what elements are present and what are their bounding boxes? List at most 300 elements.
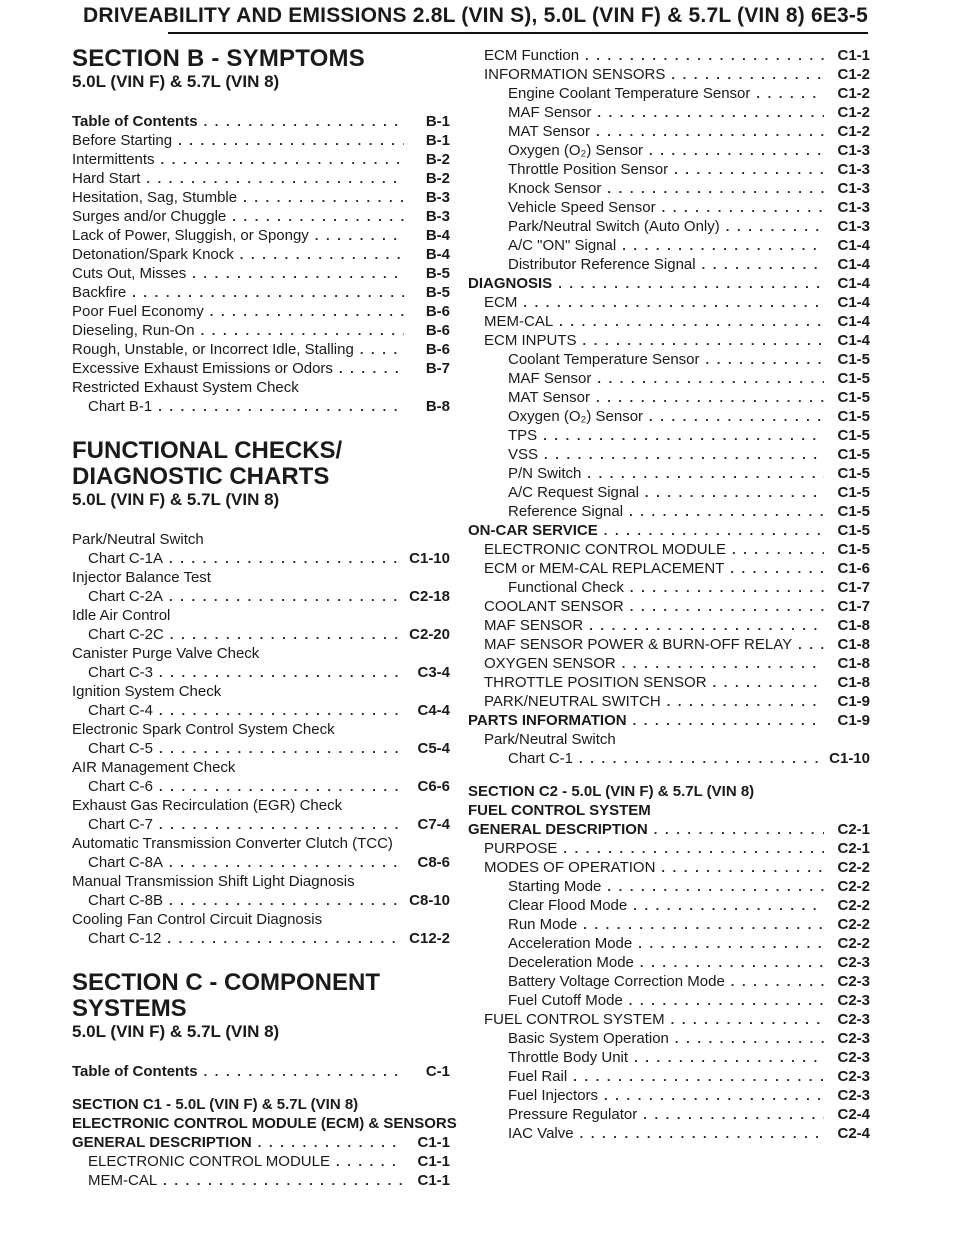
toc-entry[interactable] (468, 730, 870, 749)
dot-leader (523, 293, 824, 312)
toc-entry-page: B-3 (425, 189, 450, 206)
toc-entry[interactable] (468, 972, 870, 991)
toc-entry-page: C1-5 (837, 522, 870, 539)
section-c1-toc (72, 1133, 450, 1190)
toc-entry[interactable] (468, 1048, 870, 1067)
dot-leader (604, 1086, 824, 1105)
toc-entry-page: B-8 (425, 398, 450, 415)
toc-entry-page: C4-4 (417, 702, 450, 719)
toc-entry[interactable] (72, 245, 450, 264)
toc-entry[interactable] (468, 312, 870, 331)
toc-entry[interactable] (468, 673, 870, 692)
toc-entry-page: C1-10 (409, 550, 450, 567)
toc-entry-page: C-1 (425, 1063, 450, 1080)
toc-entry-text: Excessive Exhaust Emissions or Odors (72, 360, 333, 377)
dot-leader (169, 853, 404, 872)
toc-entry-page: C1-3 (837, 218, 870, 235)
dot-leader (169, 549, 403, 568)
toc-entry[interactable] (72, 340, 450, 359)
toc-entry[interactable] (468, 331, 870, 350)
dot-leader (315, 226, 404, 245)
toc-entry[interactable] (468, 255, 870, 274)
toc-entry-page: C2-3 (837, 1030, 870, 1047)
toc-entry-text: Starting Mode (508, 878, 602, 895)
toc-entry[interactable] (72, 359, 450, 378)
toc-entry[interactable] (468, 502, 870, 521)
toc-entry[interactable] (72, 112, 450, 131)
toc-entry-text: Chart C-2C (88, 626, 164, 643)
dot-leader (633, 711, 824, 730)
toc-entry-text: INFORMATION SENSORS (484, 66, 666, 83)
toc-entry[interactable] (72, 872, 450, 891)
toc-entry-text: MAF SENSOR (484, 617, 584, 634)
toc-entry-page: C2-2 (837, 935, 870, 952)
toc-entry[interactable] (72, 1062, 450, 1081)
toc-entry[interactable] (468, 559, 870, 578)
toc-entry-page: C3-4 (417, 664, 450, 681)
toc-entry-page: C2-3 (837, 1068, 870, 1085)
toc-entry-page: C1-4 (837, 275, 870, 292)
toc-entry-text: Park/Neutral Switch (72, 531, 204, 548)
toc-entry-text: Intermittents (72, 151, 155, 168)
toc-entry[interactable] (72, 796, 450, 815)
toc-entry-page: C1-5 (837, 408, 870, 425)
toc-entry-text: ON-CAR SERVICE (468, 522, 598, 539)
toc-entry[interactable] (72, 929, 450, 948)
toc-entry[interactable] (72, 815, 450, 834)
dot-leader (662, 198, 824, 217)
toc-entry-page: C1-2 (837, 85, 870, 102)
section-c2-heading: SECTION C2 - 5.0L (VIN F) & 5.7L (VIN 8) (468, 783, 755, 800)
toc-entry-page: C1-3 (837, 180, 870, 197)
toc-entry[interactable] (468, 122, 870, 141)
toc-entry-text: Engine Coolant Temperature Sensor (508, 85, 751, 102)
toc-entry[interactable] (468, 1086, 870, 1105)
toc-entry-text: Oxygen (O₂) Sensor (508, 142, 644, 159)
dot-leader (604, 521, 824, 540)
toc-entry-text: Cooling Fan Control Circuit Diagnosis (72, 911, 323, 928)
toc-entry-text: Distributor Reference Signal (508, 256, 696, 273)
toc-entry[interactable] (468, 597, 870, 616)
toc-entry[interactable] (468, 293, 870, 312)
toc-entry[interactable] (72, 283, 450, 302)
toc-entry-text: IAC Valve (508, 1125, 574, 1142)
left-column (72, 45, 457, 1190)
toc-entry-page: C1-9 (837, 693, 870, 710)
dot-leader (159, 777, 404, 796)
toc-entry-page: C1-5 (837, 465, 870, 482)
toc-entry-text: ECM Function (484, 47, 580, 64)
dot-leader (563, 839, 824, 858)
toc-entry-text: Chart C-2A (88, 588, 164, 605)
toc-entry[interactable] (72, 302, 450, 321)
dot-leader (573, 1067, 824, 1086)
toc-entry-text: Exhaust Gas Recirculation (EGR) Check (72, 797, 343, 814)
toc-entry-page: C1-8 (837, 674, 870, 691)
toc-entry-text: Lack of Power, Sluggish, or Spongy (72, 227, 309, 244)
section-b-subtitle: 5.0L (VIN F) & 5.7L (VIN 8) (72, 72, 280, 91)
toc-entry-text: Detonation/Spark Knock (72, 246, 234, 263)
toc-entry-text: Functional Check (508, 579, 624, 596)
toc-entry-text: MAF Sensor (508, 104, 592, 121)
section-c1-toc-continued (468, 46, 870, 768)
toc-entry[interactable] (468, 1124, 870, 1143)
toc-entry-page: B-4 (425, 227, 450, 244)
toc-entry[interactable] (72, 891, 450, 910)
toc-entry-text: Chart C-3 (88, 664, 154, 681)
dot-leader (232, 207, 404, 226)
toc-entry-page: B-6 (425, 341, 450, 358)
toc-entry-page: C1-5 (837, 389, 870, 406)
toc-entry-text: Fuel Rail (508, 1068, 568, 1085)
toc-entry[interactable] (468, 858, 870, 877)
toc-entry[interactable] (72, 853, 450, 872)
toc-entry-page: C1-5 (837, 446, 870, 463)
toc-entry-page: C2-3 (837, 973, 870, 990)
dot-leader (638, 934, 824, 953)
dot-leader (756, 84, 824, 103)
toc-entry-page: C2-3 (837, 1087, 870, 1104)
toc-entry-text: Automatic Transmission Converter Clutch (TCC) (72, 835, 393, 852)
toc-entry[interactable] (468, 635, 870, 654)
dot-leader (158, 397, 404, 416)
toc-entry-page: C2-18 (409, 588, 450, 605)
toc-entry-text: Backfire (72, 284, 127, 301)
toc-entry[interactable] (468, 103, 870, 122)
dot-leader (730, 559, 824, 578)
toc-entry-text: A/C Request Signal (508, 484, 639, 501)
toc-entry-page: C2-3 (837, 992, 870, 1009)
toc-entry-text: Rough, Unstable, or Incorrect Idle, Stalling (72, 341, 354, 358)
dot-leader (159, 701, 404, 720)
toc-entry-text: Reference Signal (508, 503, 624, 520)
toc-entry-page: C1-2 (837, 104, 870, 121)
toc-entry[interactable] (72, 739, 450, 758)
toc-entry-text: Hard Start (72, 170, 141, 187)
toc-entry-text: Chart C-5 (88, 740, 154, 757)
toc-entry-text: Oxygen (O₂) Sensor (508, 408, 644, 425)
toc-entry[interactable] (468, 141, 870, 160)
toc-entry[interactable] (72, 701, 450, 720)
toc-entry-page: B-2 (425, 151, 450, 168)
toc-entry[interactable] (72, 644, 450, 663)
toc-entry[interactable] (72, 834, 450, 853)
toc-entry[interactable] (468, 179, 870, 198)
toc-entry-page: C2-20 (409, 626, 450, 643)
dot-leader (649, 141, 824, 160)
dot-leader (169, 587, 403, 606)
toc-entry-page: C6-6 (417, 778, 450, 795)
toc-entry-page: B-5 (425, 284, 450, 301)
toc-entry[interactable] (468, 369, 870, 388)
toc-entry[interactable] (468, 991, 870, 1010)
toc-entry[interactable] (468, 692, 870, 711)
right-column (468, 46, 870, 1143)
toc-entry-page: C1-5 (837, 427, 870, 444)
toc-entry[interactable] (72, 682, 450, 701)
toc-entry[interactable] (468, 1067, 870, 1086)
toc-entry[interactable] (468, 1010, 870, 1029)
toc-entry[interactable] (468, 877, 870, 896)
toc-entry-text: Chart C-1A (88, 550, 164, 567)
toc-entry[interactable] (72, 549, 450, 568)
toc-entry-text: GENERAL DESCRIPTION (72, 1134, 252, 1151)
dot-leader (674, 160, 824, 179)
dot-leader (622, 654, 824, 673)
dot-leader (161, 150, 404, 169)
toc-entry-text: Manual Transmission Shift Light Diagnosis (72, 873, 355, 890)
toc-entry-text: Clear Flood Mode (508, 897, 628, 914)
section-b-toc (72, 112, 450, 416)
toc-entry-page: C1-8 (837, 617, 870, 634)
toc-entry-text: Idle Air Control (72, 607, 171, 624)
toc-entry-text: MAF Sensor (508, 370, 592, 387)
toc-entry-page: C1-3 (837, 161, 870, 178)
dot-leader (336, 1152, 404, 1171)
toc-entry-text: Electronic Spark Control System Check (72, 721, 335, 738)
dot-leader (163, 1171, 404, 1190)
dot-leader (170, 625, 403, 644)
dot-leader (583, 915, 824, 934)
dot-leader (258, 1133, 404, 1152)
toc-entry-text: TPS (508, 427, 538, 444)
toc-entry-text: Chart C-7 (88, 816, 154, 833)
toc-entry[interactable] (468, 934, 870, 953)
toc-entry[interactable] (72, 397, 450, 416)
dot-leader (667, 692, 824, 711)
toc-entry-page: C2-1 (837, 840, 870, 857)
toc-entry-page: C1-5 (837, 541, 870, 558)
toc-entry-page: C1-1 (417, 1153, 450, 1170)
toc-entry-page: C5-4 (417, 740, 450, 757)
dot-leader (201, 321, 404, 340)
dot-leader (726, 217, 824, 236)
dot-leader (633, 896, 824, 915)
dot-leader (706, 350, 825, 369)
toc-entry[interactable] (72, 131, 450, 150)
section-c-title: SECTION C - COMPONENT SYSTEMS (72, 969, 381, 1022)
dot-leader (204, 112, 404, 131)
toc-entry-page: C1-3 (837, 142, 870, 159)
toc-entry[interactable] (468, 483, 870, 502)
dot-leader (132, 283, 404, 302)
toc-entry-page: C8-6 (417, 854, 450, 871)
dot-leader (629, 991, 824, 1010)
toc-entry-text: ELECTRONIC CONTROL MODULE (88, 1153, 330, 1170)
toc-entry[interactable] (468, 820, 870, 839)
toc-entry[interactable] (468, 896, 870, 915)
toc-entry-page: B-1 (425, 132, 450, 149)
toc-entry-page: B-7 (425, 360, 450, 377)
toc-entry[interactable] (72, 1171, 450, 1190)
toc-entry-text: Chart C-6 (88, 778, 154, 795)
toc-entry-text: VSS (508, 446, 539, 463)
toc-entry-page: C1-8 (837, 636, 870, 653)
toc-entry-text: Fuel Injectors (508, 1087, 599, 1104)
toc-entry[interactable] (72, 150, 450, 169)
toc-entry[interactable] (468, 160, 870, 179)
dot-leader (583, 331, 824, 350)
toc-entry-text: ECM INPUTS (484, 332, 577, 349)
toc-entry-text: Throttle Body Unit (508, 1049, 629, 1066)
toc-entry-text: Table of Contents (72, 1063, 198, 1080)
diagnostic-charts-title: DIAGNOSTIC CHARTS (72, 463, 330, 490)
toc-entry[interactable] (468, 616, 870, 635)
section-c2-subheading: FUEL CONTROL SYSTEM (468, 802, 651, 819)
toc-entry[interactable] (468, 407, 870, 426)
toc-entry[interactable] (72, 720, 450, 739)
toc-entry-text: Deceleration Mode (508, 954, 634, 971)
toc-entry-page: C1-8 (837, 655, 870, 672)
toc-entry[interactable] (72, 568, 450, 587)
toc-entry-text: Chart C-12 (88, 930, 162, 947)
dot-leader (630, 578, 824, 597)
toc-entry-page: B-2 (425, 170, 450, 187)
toc-entry[interactable] (72, 777, 450, 796)
dot-leader (607, 877, 824, 896)
toc-entry-text: Acceleration Mode (508, 935, 633, 952)
toc-entry[interactable] (72, 663, 450, 682)
dot-leader (596, 122, 824, 141)
toc-entry-text: Ignition System Check (72, 683, 222, 700)
dot-leader (559, 312, 824, 331)
toc-entry[interactable] (72, 530, 450, 549)
toc-entry[interactable] (468, 84, 870, 103)
dot-leader (243, 188, 404, 207)
dot-leader (339, 359, 404, 378)
dot-leader (675, 1029, 824, 1048)
toc-entry[interactable] (468, 65, 870, 84)
toc-entry[interactable] (468, 236, 870, 255)
toc-entry[interactable] (468, 1105, 870, 1124)
dot-leader (360, 340, 404, 359)
toc-entry-text: THROTTLE POSITION SENSOR (484, 674, 707, 691)
toc-entry[interactable] (72, 758, 450, 777)
toc-entry[interactable] (468, 1029, 870, 1048)
toc-entry[interactable] (468, 839, 870, 858)
toc-entry[interactable] (72, 587, 450, 606)
toc-entry[interactable] (72, 188, 450, 207)
toc-entry-text: Surges and/or Chuggle (72, 208, 227, 225)
toc-entry-text: ELECTRONIC CONTROL MODULE (484, 541, 726, 558)
functional-checks-subtitle: 5.0L (VIN F) & 5.7L (VIN 8) (72, 490, 280, 509)
toc-entry-page: C1-5 (837, 370, 870, 387)
toc-entry-page: B-3 (425, 208, 450, 225)
toc-entry[interactable] (468, 711, 870, 730)
toc-entry-text: Injector Balance Test (72, 569, 211, 586)
toc-entry-text: Vehicle Speed Sensor (508, 199, 656, 216)
toc-entry-text: Coolant Temperature Sensor (508, 351, 700, 368)
toc-entry-text: GENERAL DESCRIPTION (468, 821, 648, 838)
dot-leader (629, 502, 824, 521)
toc-entry-text: Pressure Regulator (508, 1106, 638, 1123)
toc-entry-text: Hesitation, Sag, Stumble (72, 189, 238, 206)
toc-entry-page: C2-4 (837, 1125, 870, 1142)
toc-entry[interactable] (468, 749, 870, 768)
toc-entry-text: A/C "ON" Signal (508, 237, 617, 254)
toc-entry-page: C1-4 (837, 294, 870, 311)
toc-entry-page: C1-4 (837, 313, 870, 330)
toc-entry[interactable] (72, 264, 450, 283)
toc-entry-text: OXYGEN SENSOR (484, 655, 616, 672)
toc-entry-text: Park/Neutral Switch (Auto Only) (508, 218, 720, 235)
toc-entry-text: Chart B-1 (88, 398, 153, 415)
toc-entry[interactable] (468, 464, 870, 483)
toc-entry[interactable] (468, 388, 870, 407)
toc-entry[interactable] (468, 578, 870, 597)
toc-entry[interactable] (72, 1152, 450, 1171)
toc-entry[interactable] (468, 953, 870, 972)
dot-leader (544, 445, 824, 464)
toc-entry[interactable] (468, 915, 870, 934)
dot-leader (240, 245, 404, 264)
toc-entry[interactable] (72, 226, 450, 245)
toc-entry-text: Chart C-8A (88, 854, 164, 871)
toc-entry-page: B-6 (425, 322, 450, 339)
toc-entry[interactable] (468, 46, 870, 65)
toc-entry-page: C1-1 (417, 1172, 450, 1189)
toc-entry[interactable] (468, 274, 870, 293)
toc-entry-text: Chart C-1 (508, 750, 574, 767)
toc-entry[interactable] (468, 217, 870, 236)
dot-leader (178, 131, 404, 150)
toc-entry-text: PARK/NEUTRAL SWITCH (484, 693, 661, 710)
toc-entry-page: C1-7 (837, 579, 870, 596)
dot-leader (159, 739, 404, 758)
toc-entry[interactable] (72, 625, 450, 644)
toc-entry-page: C1-3 (837, 199, 870, 216)
toc-entry-text: Before Starting (72, 132, 173, 149)
toc-entry[interactable] (72, 321, 450, 340)
dot-leader (713, 673, 824, 692)
dot-leader (645, 483, 824, 502)
toc-entry[interactable] (468, 426, 870, 445)
toc-entry[interactable] (72, 378, 450, 397)
dot-leader (587, 464, 824, 483)
toc-entry-page: C2-1 (837, 821, 870, 838)
toc-entry-page: C2-2 (837, 897, 870, 914)
toc-entry[interactable] (72, 910, 450, 929)
dot-leader (589, 616, 824, 635)
dot-leader (596, 388, 824, 407)
toc-entry-text: Restricted Exhaust System Check (72, 379, 299, 396)
toc-entry-text: AIR Management Check (72, 759, 236, 776)
toc-entry[interactable] (72, 606, 450, 625)
toc-entry-page: C1-2 (837, 123, 870, 140)
toc-entry[interactable] (468, 445, 870, 464)
toc-entry-page: C1-1 (837, 47, 870, 64)
toc-entry[interactable] (468, 350, 870, 369)
toc-entry[interactable] (468, 521, 870, 540)
toc-entry-text: MAF SENSOR POWER & BURN-OFF RELAY (484, 636, 793, 653)
toc-entry-page: C12-2 (409, 930, 450, 947)
dot-leader (630, 597, 824, 616)
section-c1-heading: SECTION C1 - 5.0L (VIN F) & 5.7L (VIN 8) (72, 1096, 359, 1113)
toc-entry-text: MAT Sensor (508, 389, 590, 406)
toc-entry[interactable] (72, 207, 450, 226)
toc-entry[interactable] (72, 1133, 450, 1152)
toc-entry[interactable] (468, 540, 870, 559)
toc-entry[interactable] (468, 198, 870, 217)
dot-leader (192, 264, 404, 283)
toc-entry-text: ECM or MEM-CAL REPLACEMENT (484, 560, 725, 577)
toc-entry[interactable] (468, 654, 870, 673)
dot-leader (798, 635, 824, 654)
toc-entry[interactable] (72, 169, 450, 188)
toc-entry-text: Poor Fuel Economy (72, 303, 204, 320)
toc-entry-page: C1-5 (837, 351, 870, 368)
toc-entry-text: Run Mode (508, 916, 578, 933)
